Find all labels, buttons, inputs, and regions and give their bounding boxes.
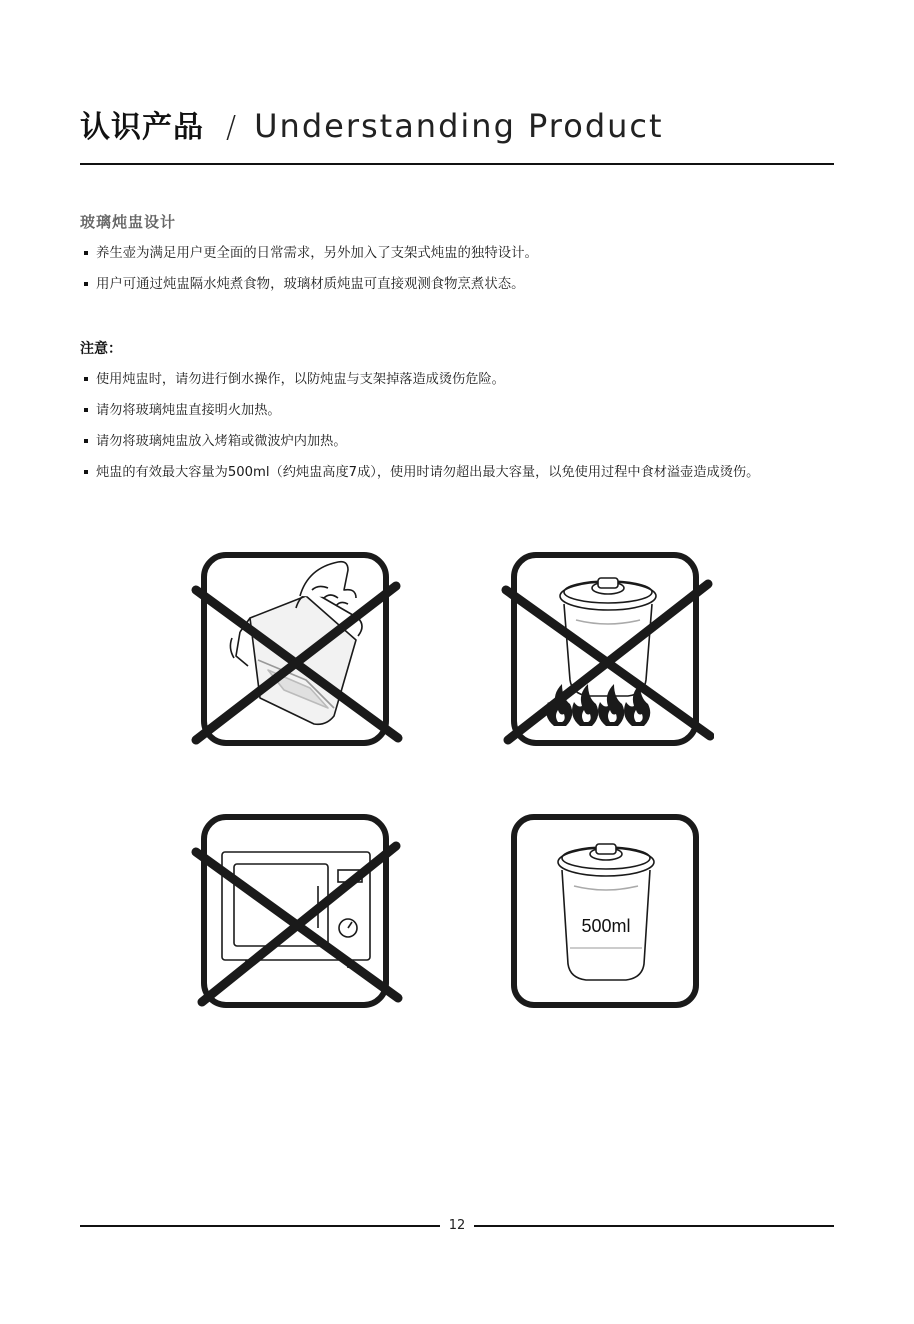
design-section-title: 玻璃炖盅设计: [80, 213, 177, 231]
list-item: 使用炖盅时，请勿进行倒水操作，以防炖盅与支架掉落造成烫伤危险。: [84, 364, 759, 395]
notice-list: [84, 364, 759, 488]
capacity-500ml-icon: [498, 810, 714, 1010]
no-microwave-icon: [188, 810, 404, 1010]
footer-divider-left: [80, 1225, 440, 1227]
no-pouring-icon: [188, 548, 404, 748]
title-separator: /: [226, 110, 237, 145]
list-item: 炖盅的有效最大容量为500ml（约炖盅高度7成），使用时请勿超出最大容量，以免使用过程中食材溢壶造成烫伤。: [84, 457, 759, 488]
list-item: 请勿将玻璃炖盅放入烤箱或微波炉内加热。: [84, 426, 759, 457]
page-number: 12: [448, 1218, 466, 1233]
title-chinese: 认识产品: [80, 110, 204, 145]
list-item: 请勿将玻璃炖盅直接明火加热。: [84, 395, 759, 426]
capacity-label: 500ml: [581, 916, 631, 936]
footer-divider-right: [474, 1225, 834, 1227]
list-item: 养生壶为满足用户更全面的日常需求，另外加入了支架式炖盅的独特设计。: [84, 238, 538, 269]
no-open-flame-icon: [498, 548, 714, 748]
list-item: 用户可通过炖盅隔水炖煮食物，玻璃材质炖盅可直接观测食物烹煮状态。: [84, 269, 538, 300]
title-english: Understanding Product: [254, 107, 664, 145]
header-divider: [80, 163, 834, 165]
notice-title: 注意：: [80, 341, 122, 357]
design-list: [84, 238, 538, 300]
page-header: [80, 102, 664, 150]
